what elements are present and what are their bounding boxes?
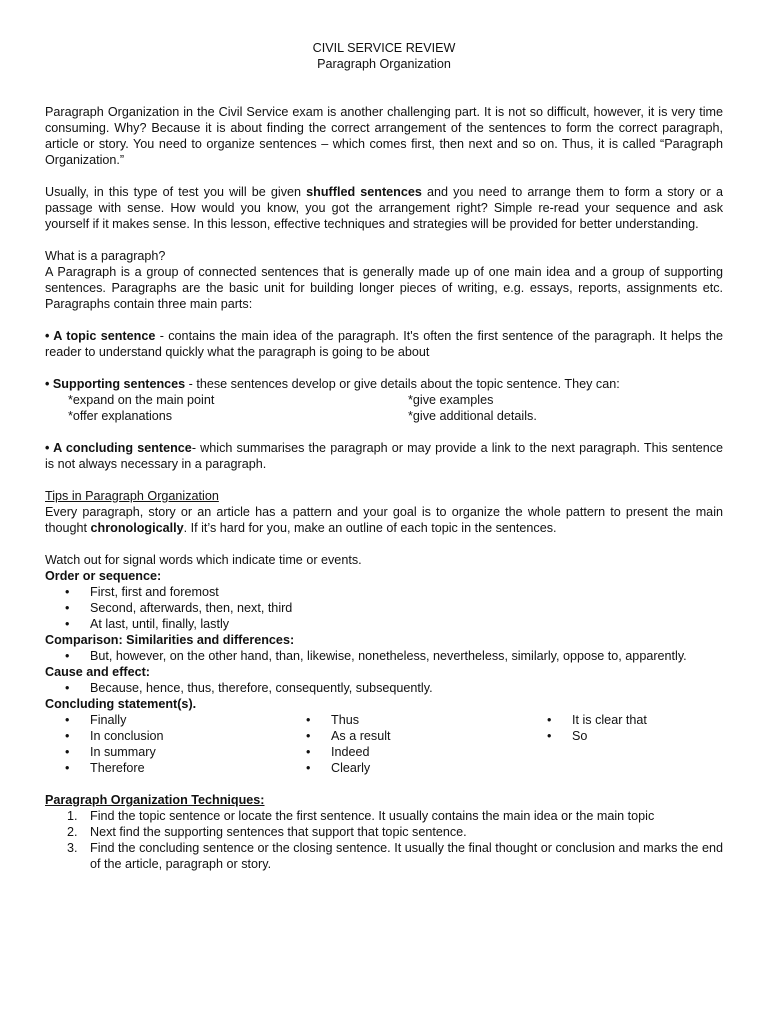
concluding-sentence-term: • A concluding sentence (45, 441, 192, 455)
list-item: • In conclusion (45, 728, 286, 744)
item-number: 3. (67, 841, 78, 855)
list-item: • Thus (286, 712, 527, 728)
list-item: • In summary (45, 744, 286, 760)
list-item: 3. Find the concluding sentence or the closing sentence. It usually the final thought or conclusion and marks the end of the article, paragraph or story. (67, 841, 723, 871)
techniques-heading: Paragraph Organization Techniques: (45, 793, 265, 807)
list-item: • As a result (286, 728, 527, 744)
topic-sentence-item: • A topic sentence - contains the main idea of the paragraph. It's often the first sentence of the paragraph. It helps the reader to understand quickly what the paragraph is going to be about (45, 329, 723, 359)
techniques-list (45, 808, 723, 872)
shuffled-sentences-emphasis: shuffled sentences (306, 185, 422, 199)
chronologically-emphasis: chronologically (90, 521, 184, 535)
concluding-words-column-3 (527, 712, 647, 776)
what-paragraph: A Paragraph is a group of connected sentences that is generally made up of one main idea and a group of supporting sentences. Paragraphs are the basic unit for building longer pieces of writing, e.g. essays, reports, assignments etc. Paragraphs contain three main parts: (45, 265, 723, 311)
list-item: 1. Find the topic sentence or locate the first sentence. It usually contains the main idea or the main topic (67, 809, 655, 823)
document-body (45, 104, 723, 872)
what-heading: What is a paragraph? (45, 249, 166, 263)
document-subtitle: Paragraph Organization (317, 57, 451, 71)
list-item: • So (527, 728, 647, 744)
supporting-point: *give examples (408, 393, 494, 407)
comparison-list (45, 648, 723, 664)
cause-heading: Cause and effect: (45, 665, 150, 679)
supporting-sentences-term: • Supporting sentences (45, 377, 186, 391)
list-item: • First, first and foremost (45, 584, 723, 600)
concluding-words-columns (45, 712, 723, 776)
supporting-point: *expand on the main point (68, 393, 215, 407)
list-item: • But, however, on the other hand, than, likewise, nonetheless, nevertheless, similarly, oppose to, apparently. (45, 648, 723, 664)
list-item: • It is clear that (527, 712, 647, 728)
intro-paragraph-2: Usually, in this type of test you will be given shuffled sentences and you need to arrange them to form a story or a passage with sense. How would you know, you got the arrangement right? Simple re-read your sequence and ask yourself if it makes sense. In this lesson, effective techniques and strategies will be provided for better understanding. (45, 185, 723, 231)
tips-paragraph: Every paragraph, story or an article has a pattern and your goal is to organize the whole pattern to present the main thought chronologically. If it’s hard for you, make an outline of each topic in the sentences. (45, 505, 723, 535)
cause-list (45, 680, 723, 696)
list-item: • Finally (45, 712, 286, 728)
document-header (0, 40, 768, 72)
list-item: • Because, hence, thus, therefore, consequently, subsequently. (45, 680, 723, 696)
tips-heading: Tips in Paragraph Organization (45, 489, 219, 503)
intro-paragraph-1: Paragraph Organization in the Civil Service exam is another challenging part. It is not so difficult, however, it is very time consuming. Why? Because it is about finding the correct arrangement of the sentences to form the correct paragraph, article or story. You need to organize sentences – which comes first, then next and so on. Thus, it is called “Paragraph Organization.” (45, 105, 723, 167)
supporting-point: *offer explanations (68, 409, 173, 423)
supporting-sentences-item: • Supporting sentences - these sentences develop or give details about the topic sentence. They can: (45, 377, 620, 391)
list-item: • At last, until, finally, lastly (45, 616, 723, 632)
item-number: 1. (67, 809, 78, 823)
topic-sentence-term: • A topic sentence (45, 329, 156, 343)
order-list (45, 584, 723, 632)
concluding-sentence-item: • A concluding sentence- which summarises the paragraph or may provide a link to the next paragraph. This sentence is not always necessary in a paragraph. (45, 441, 723, 471)
list-item: • Clearly (286, 760, 527, 776)
signal-words-intro: Watch out for signal words which indicate time or events. (45, 553, 362, 567)
concluding-words-column-2 (286, 712, 527, 776)
comparison-heading: Comparison: Similarities and differences: (45, 633, 295, 647)
concluding-words-column-1 (45, 712, 286, 776)
list-item: • Therefore (45, 760, 286, 776)
supporting-points-row-1 (45, 392, 723, 408)
list-item: 2. Next find the supporting sentences that support that topic sentence. (67, 825, 467, 839)
supporting-points-row-2 (45, 408, 723, 424)
item-number: 2. (67, 825, 78, 839)
order-heading: Order or sequence: (45, 569, 162, 583)
list-item: • Indeed (286, 744, 527, 760)
concluding-statements-heading: Concluding statement(s). (45, 697, 197, 711)
supporting-point: *give additional details. (408, 409, 537, 423)
list-item: • Second, afterwards, then, next, third (45, 600, 723, 616)
document-title: CIVIL SERVICE REVIEW (312, 41, 456, 55)
